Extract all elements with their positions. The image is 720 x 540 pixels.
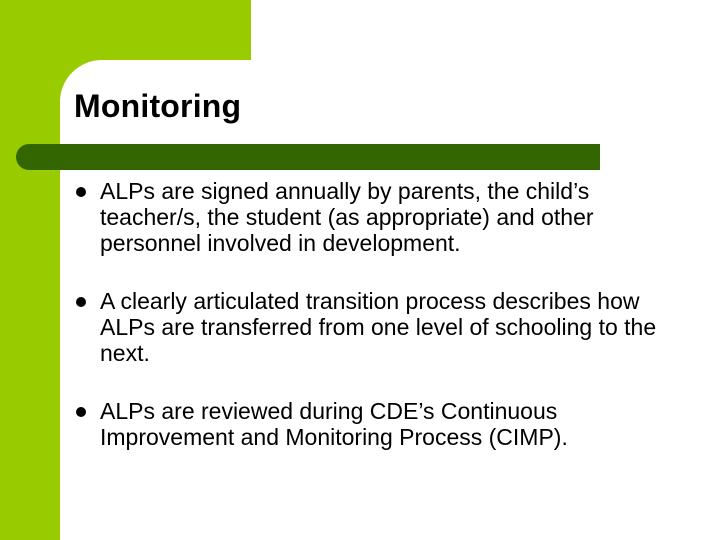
slide-title: Monitoring — [74, 88, 242, 124]
bullet-item — [72, 178, 682, 256]
bullet-item — [72, 288, 682, 366]
bullet-text: ALPs are reviewed during CDE’s Continuous Improvement and Monitoring Process (CIMP). — [100, 398, 568, 450]
bullet-list — [72, 178, 682, 482]
bullet-item — [72, 398, 682, 450]
bullet-dot-icon — [76, 407, 86, 417]
bullet-dot-icon — [76, 187, 86, 197]
bullet-text: ALPs are signed annually by parents, the child’s teacher/s, the student (as appropriate) and other personnel involved in development. — [100, 178, 594, 256]
bullet-dot-icon — [76, 297, 86, 307]
bullet-text: A clearly articulated transition process describes how ALPs are transferred from one level of schooling to the next. — [100, 288, 657, 366]
title-underline-bar — [16, 144, 600, 170]
